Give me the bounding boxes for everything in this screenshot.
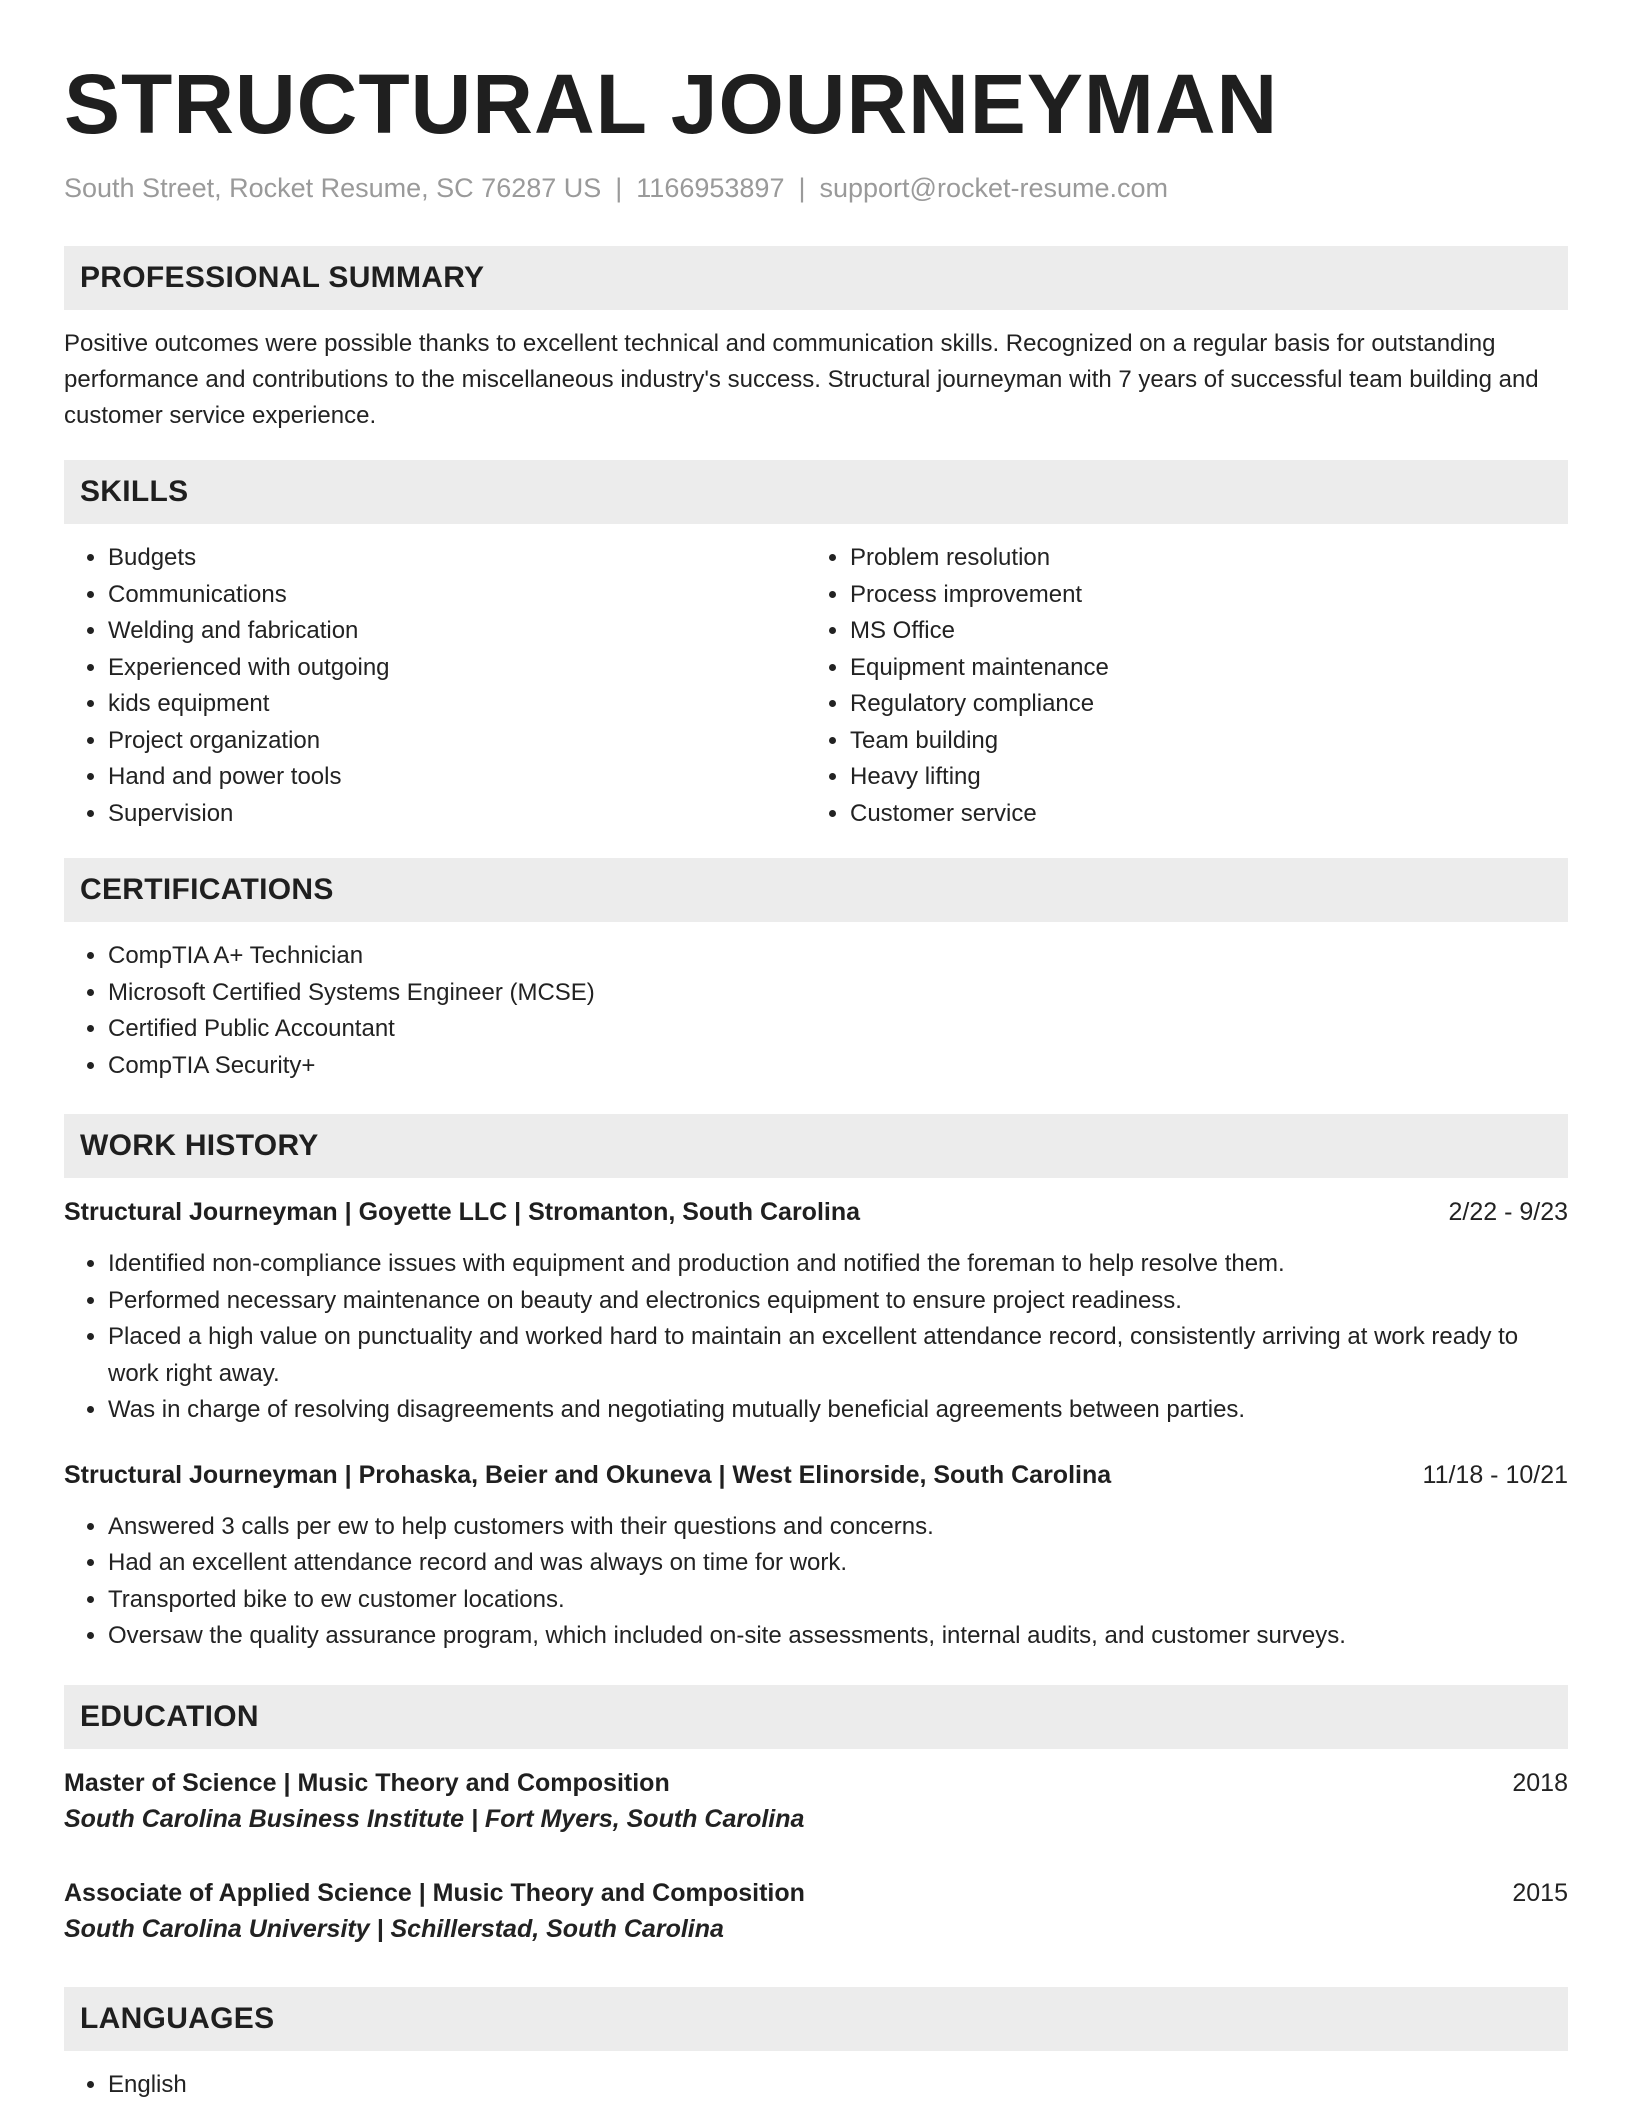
certification-item: • CompTIA A+ Technician: [108, 938, 1568, 975]
skill-item: • Heavy lifting: [850, 759, 1548, 796]
skill-item: • Supervision: [108, 796, 806, 833]
work-section-header: [64, 1114, 1568, 1178]
skills-column-left: [64, 540, 806, 832]
contact-address: South Street, Rocket Resume, SC 76287 US: [64, 173, 602, 203]
job-bullet: • Had an excellent attendance record and was always on time for work.: [108, 1545, 1568, 1582]
contact-phone: 1166953897: [636, 173, 785, 203]
degree-title: Master of Science | Music Theory and Composition: [64, 1768, 670, 1797]
skill-item: • kids equipment: [108, 686, 806, 723]
skill-item: • Budgets: [108, 540, 806, 577]
skill-item: • Team building: [850, 723, 1548, 760]
skill-item: • Regulatory compliance: [850, 686, 1548, 723]
job-bullet: • Oversaw the quality assurance program, which included on-site assessments, internal audits, and customer surveys.: [108, 1618, 1568, 1655]
certifications-list: [64, 938, 1568, 1084]
education-entry: [64, 1875, 1568, 1947]
education-header: [64, 1765, 1568, 1801]
job-bullet: • Answered 3 calls per ew to help customers with their questions and concerns.: [108, 1509, 1568, 1546]
education-entry: [64, 1765, 1568, 1837]
languages-heading: LANGUAGES: [80, 2001, 275, 2035]
skills-list-right: [806, 540, 1548, 832]
job-bullet: • Identified non-compliance issues with equipment and production and notified the foreman to help resolve them.: [108, 1246, 1568, 1283]
skill-item: • Experienced with outgoing: [108, 650, 806, 687]
job-bullet: • Transported bike to ew customer locations.: [108, 1582, 1568, 1619]
graduation-year: 2015: [1512, 1878, 1568, 1907]
skill-item: • Problem resolution: [850, 540, 1548, 577]
skills-columns: [64, 540, 1568, 832]
certification-item: • Certified Public Accountant: [108, 1011, 1568, 1048]
skills-heading: SKILLS: [80, 475, 189, 508]
education-heading: EDUCATION: [80, 1699, 259, 1733]
summary-heading: PROFESSIONAL SUMMARY: [80, 261, 485, 294]
job-bullets: [64, 1246, 1568, 1429]
candidate-name: STRUCTURAL JOURNEYMAN: [64, 57, 1279, 151]
skill-item: • Process improvement: [850, 577, 1548, 614]
skills-section-header: [64, 460, 1568, 524]
job-bullet: • Performed necessary maintenance on beauty and electronics equipment to ensure project readiness.: [108, 1283, 1568, 1320]
certifications-section-header: [64, 858, 1568, 922]
job-header: [64, 1194, 1568, 1230]
language-item: • English: [108, 2067, 1568, 2104]
contact-separator: |: [798, 173, 806, 203]
degree-title: Associate of Applied Science | Music Theory and Composition: [64, 1878, 805, 1907]
job-entry: [64, 1457, 1568, 1655]
skill-item: • Equipment maintenance: [850, 650, 1548, 687]
job-header: [64, 1457, 1568, 1493]
languages-list: [64, 2067, 1568, 2104]
certification-item: • CompTIA Security+: [108, 1048, 1568, 1085]
job-title: Structural Journeyman | Prohaska, Beier and Okuneva | West Elinorside, South Carolina: [64, 1460, 1112, 1489]
education-header: [64, 1875, 1568, 1911]
institution: South Carolina University | Schillerstad, South Carolina: [64, 1914, 724, 1943]
skill-item: • Communications: [108, 577, 806, 614]
skill-item: • MS Office: [850, 613, 1548, 650]
contact-line: [64, 170, 1568, 206]
graduation-year: 2018: [1512, 1768, 1568, 1797]
skill-item: • Project organization: [108, 723, 806, 760]
skills-list-left: [64, 540, 806, 832]
languages-section-header: [64, 1987, 1568, 2051]
job-dates: 2/22 - 9/23: [1448, 1198, 1568, 1226]
education-section-header: [64, 1685, 1568, 1749]
contact-email: support@rocket-resume.com: [819, 173, 1169, 203]
job-title: Structural Journeyman | Goyette LLC | Stromanton, South Carolina: [64, 1198, 861, 1226]
job-dates: 11/18 - 10/21: [1422, 1460, 1568, 1489]
skill-item: • Customer service: [850, 796, 1548, 833]
institution: South Carolina Business Institute | Fort Myers, South Carolina: [64, 1804, 805, 1833]
skill-item: • Welding and fabrication: [108, 613, 806, 650]
job-bullets: [64, 1509, 1568, 1655]
work-heading: WORK HISTORY: [80, 1129, 319, 1162]
summary-text: Positive outcomes were possible thanks to excellent technical and communication skills. Recognized on a regular basis for outstanding performance and contributions to the miscellaneous industry's success. Structural journeyman with 7 years of successful team building and customer service experience.: [64, 330, 1539, 429]
job-bullet: • Placed a high value on punctuality and worked hard to maintain an excellent attendance record, consistently arriving at work ready to work right away.: [108, 1319, 1568, 1392]
contact-separator: |: [615, 173, 623, 203]
skills-column-right: [806, 540, 1548, 832]
certifications-heading: CERTIFICATIONS: [80, 873, 334, 906]
skill-item: • Hand and power tools: [108, 759, 806, 796]
job-entry: [64, 1194, 1568, 1429]
job-bullet: • Was in charge of resolving disagreements and negotiating mutually beneficial agreements between parties.: [108, 1392, 1568, 1429]
summary-section-header: [64, 246, 1568, 310]
certification-item: • Microsoft Certified Systems Engineer (MCSE): [108, 975, 1568, 1012]
